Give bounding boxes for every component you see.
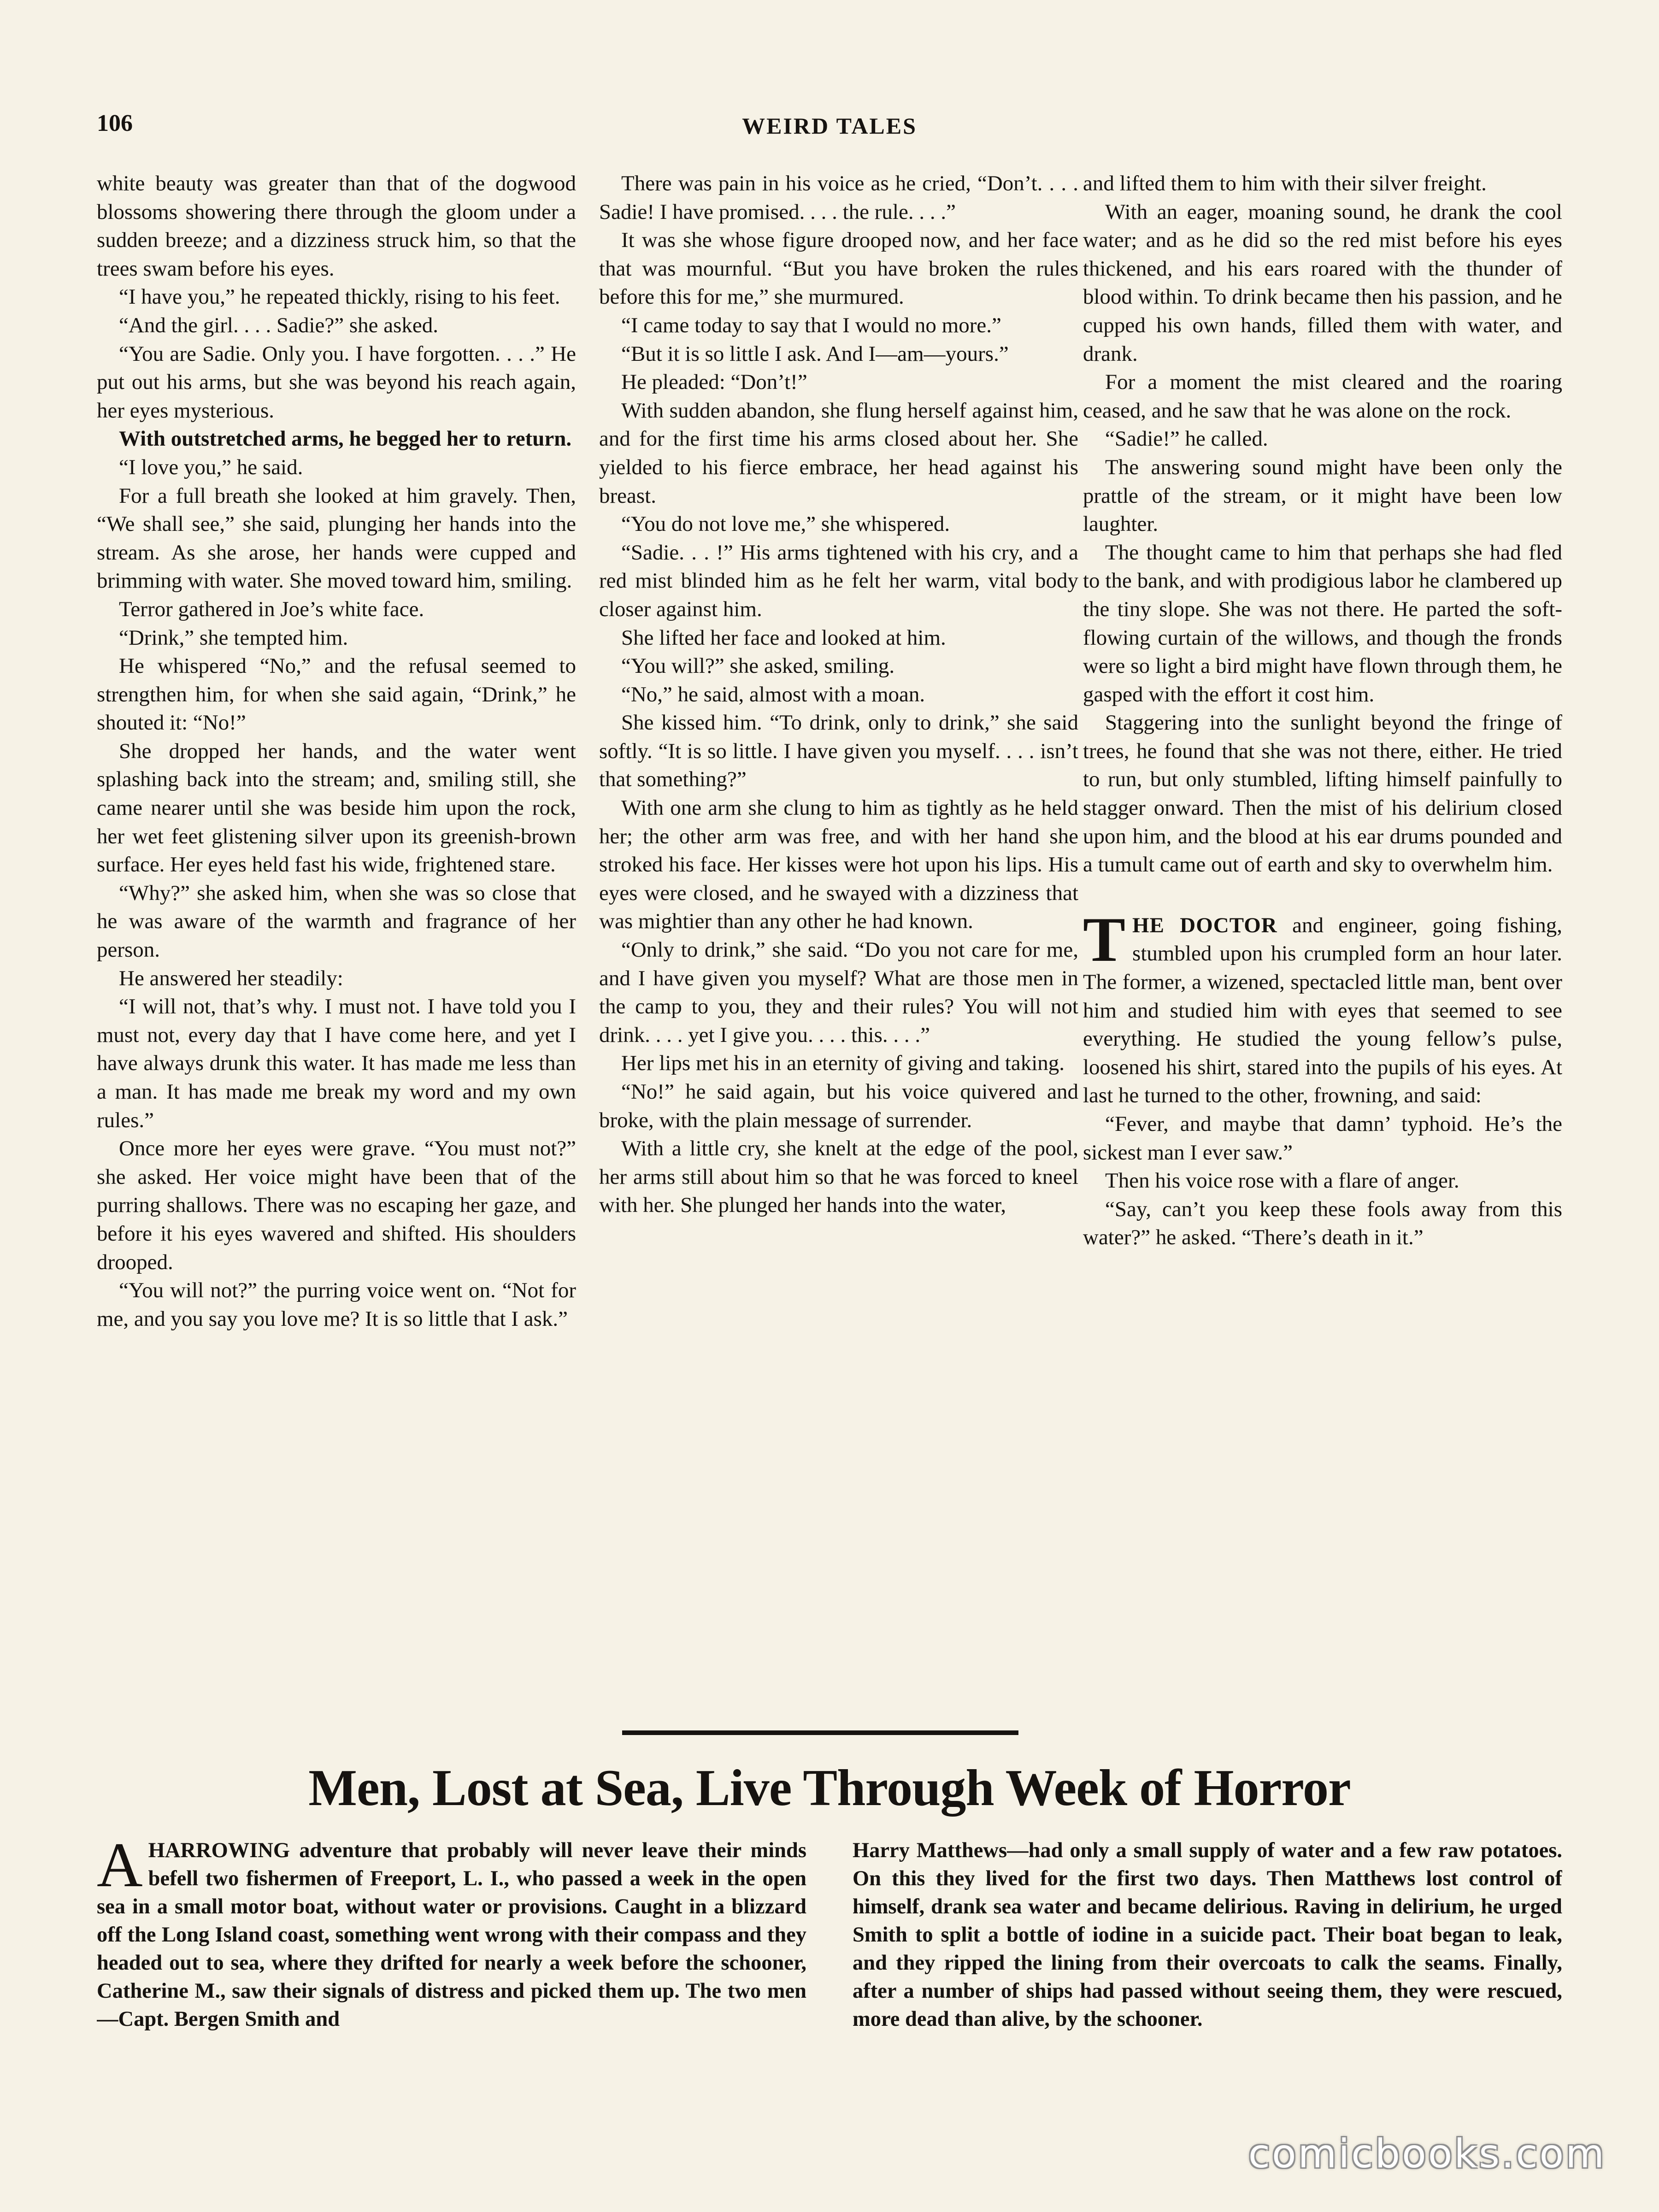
paragraph: He pleaded: “Don’t!” (621, 370, 807, 394)
paragraph: Terror gathered in Joe’s white face. (119, 597, 424, 621)
paragraph: “No!” he said again, but his voice quivered and broke, with the plain message of surrender. (599, 1080, 1078, 1132)
article-text: adventure that probably will never leave their minds befell two fishermen of Freeport, L. I., who passed a week in the open sea in a small motor boat, without water or provisions. Caught in a blizzard off the Long Island coast, something went wrong with their compass and they headed out to sea, where they drifted for nearly a week before the schooner, Catherine M., saw their signals of distress and picked them up. The two men—Capt. Bergen Smith and (97, 1839, 806, 2031)
paragraph: “Only to drink,” she said. “Do you not care for me, and I have given you myself? What are those men in the camp to you, they and their rules? You will not drink. . . . yet I give you. . . . this. . . .” (599, 938, 1078, 1047)
paragraph: white beauty was greater than that of the dogwood blossoms showering there through the gloom under a sudden breeze; and a dizziness struck him, so that the trees swam before his eyes. (97, 171, 576, 281)
paragraph: With an eager, moaning sound, he drank the cool water; and as he did so the red mist before his eyes thickened, and his ears roared with the thunder of blood within. To drink became then his passion, and he cupped his own hands, filled them with water, and drank. (1083, 200, 1562, 366)
section-text: and engineer, going fishing, stumbled upon his crumpled form an hour later. The former, a wizened, spectacled little man, bent over him and studied him with eyes that seemed to see everything. He studied the young fellow’s pulse, loosened his shirt, stared into the pupils of his eyes. At last he turned to the other, frowning, and said: (1083, 913, 1562, 1108)
article-headline: Men, Lost at Sea, Live Through Week of Horror (308, 1759, 1351, 1817)
paragraph: She dropped her hands, and the water went splashing back into the stream; and, smiling still, she came nearer until she was beside him upon the rock, her wet feet glistening silver upon its greenish-brown surface. Her eyes held fast his wide, frightened stare. (97, 739, 576, 877)
paragraph: Staggering into the sunlight beyond the fringe of trees, he found that she was not there, either. He tried to run, but only stumbled, lifting himself painfully to stagger onward. Then the mist of his delirium closed upon him, and the blood at his ear drums pounded and a tumult came out of earth and sky to overwhelm him. (1083, 711, 1562, 877)
paragraph: “And the girl. . . . Sadie?” she asked. (119, 313, 439, 337)
paragraph: “You are Sadie. Only you. I have forgotten. . . .” He put out his arms, but she was beyond his reach again, her eyes mysterious. (97, 341, 576, 423)
article-paragraph-1 (97, 1836, 806, 2033)
divider-rule (622, 1730, 1018, 1735)
paragraph: “Sadie!” he called. (1105, 427, 1268, 451)
section-opening-paragraph (1083, 904, 1562, 1110)
paragraph: “I came today to say that I would no more.” (621, 313, 1001, 337)
paragraph: “Sadie. . . !” His arms tightened with his cry, and a red mist blinded him as he felt her warm, vital body closer against him. (599, 540, 1078, 621)
paragraph: It was she whose figure drooped now, and her face that was mournful. “But you have broken the rules before this for me,” she murmured. (599, 228, 1078, 309)
paragraph: With a little cry, she knelt at the edge of the pool, her arms still about him so that he was forced to kneel with her. She plunged her hands into the water, (599, 1136, 1078, 1218)
paragraph: She lifted her face and looked at him. (621, 625, 946, 650)
article-paragraph-2: Harry Matthews—had only a small supply of water and a few raw potatoes. On this they lived for the first two days. Then Matthews lost control of himself, drank sea water and became delirious. Raving in delirium, he urged Smith to split a bottle of iodine in a suicide pact. Their boat began to leak, and they ripped the lining from their overcoats to calk the seams. Finally, after a number of ships had passed without seeing them, they were rescued, more dead than alive, by the schooner. (853, 1839, 1562, 2031)
paragraph: Once more her eyes were grave. “You must not?” she asked. Her voice might have been that of the purring shallows. There was no escaping her gaze, and before it his eyes wavered and shifted. His shoulders drooped. (97, 1136, 576, 1274)
paragraph: “No,” he said, almost with a moan. (621, 682, 925, 706)
story-column-2 (599, 170, 1078, 1706)
paragraph: There was pain in his voice as he cried, “Don’t. . . . Sadie! I have promised. . . . the rule. . . .” (599, 171, 1078, 224)
paragraph: “Why?” she asked him, when she was so close that he was aware of the warmth and fragrance of her person. (97, 881, 576, 962)
paragraph: With outstretched arms, he begged her to return. (119, 427, 572, 451)
watermark-logo: comicbooks.com (1248, 2131, 1606, 2177)
article-lead-words: AHARROWING (97, 1836, 290, 1900)
page-header (97, 110, 1562, 151)
paragraph: “You do not love me,” she whispered. (621, 512, 950, 536)
paragraph: He whispered “No,” and the refusal seemed to strengthen him, for when she said again, “Drink,” he shouted it: “No!” (97, 654, 576, 735)
paragraph: Her lips met his in an eternity of giving and taking. (621, 1051, 1065, 1076)
news-article (97, 1836, 1562, 2085)
paragraph: For a moment the mist cleared and the roaring ceased, and he saw that he was alone on the rock. (1083, 370, 1562, 423)
paragraph: With sudden abandon, she flung herself against him, and for the first time his arms closed about her. She yielded to his fierce embrace, her head against his breast. (599, 398, 1078, 508)
running-head: WEIRD TALES (742, 113, 917, 139)
paragraph: “I have you,” he repeated thickly, rising to his feet. (119, 285, 560, 309)
paragraph: “I will not, that’s why. I must not. I have told you I must not, every day that I have come here, and yet I have always drunk this water. It has made me less than a man. It has made me break my word and my own rules.” (97, 994, 576, 1132)
paragraph: “I love you,” he said. (119, 455, 303, 479)
paragraph: “Drink,” she tempted him. (119, 625, 348, 650)
paragraph: “You will?” she asked, smiling. (621, 654, 895, 678)
paragraph: “You will not?” the purring voice went on. “Not for me, and you say you love me? It is so little that I ask.” (97, 1278, 576, 1331)
paragraph: “But it is so little I ask. And I—am—yours.” (621, 341, 1009, 366)
paragraph: The answering sound might have been only the prattle of the stream, or it might have been low laughter. (1083, 455, 1562, 536)
article-column-2 (853, 1836, 1562, 2085)
paragraph: “Say, can’t you keep these fools away from this water?” he asked. “There’s death in it.” (1083, 1197, 1562, 1250)
paragraph: The thought came to him that perhaps she had fled to the bank, and with prodigious labor he clambered up the tiny slope. She was not there. He parted the soft-flowing curtain of the willows, and though the fronds were so light a bird might have flown through them, he gasped with the effort it cost him. (1083, 540, 1562, 706)
paragraph: and lifted them to him with their silver freight. (1083, 171, 1487, 195)
paragraph: “Fever, and maybe that damn’ typhoid. He’s the sickest man I ever saw.” (1083, 1112, 1562, 1165)
story-column-1 (97, 170, 576, 1706)
story-text (97, 170, 1562, 1706)
paragraph: With one arm she clung to him as tightly as he held her; the other arm was free, and with her hand she stroked his face. Her kisses were hot upon his lips. His eyes were closed, and he swayed with a dizziness that was mightier than any other he had known. (599, 796, 1078, 934)
paragraph: He answered her steadily: (119, 966, 343, 990)
paragraph: She kissed him. “To drink, only to drink,” she said softly. “It is so little. I have given you myself. . . . isn’t that something?” (599, 711, 1078, 792)
paragraph: Then his voice rose with a flare of anger. (1105, 1169, 1459, 1193)
paragraph: For a full breath she looked at him gravely. Then, “We shall see,” she said, plunging her hands into the stream. As she arose, her hands were cupped and brimming with water. She moved toward him, smiling. (97, 483, 576, 593)
article-column-1 (97, 1836, 806, 2085)
story-column-3 (1083, 170, 1562, 1706)
page-number: 106 (97, 110, 133, 136)
section-lead-words: THE DOCTOR (1083, 904, 1277, 975)
